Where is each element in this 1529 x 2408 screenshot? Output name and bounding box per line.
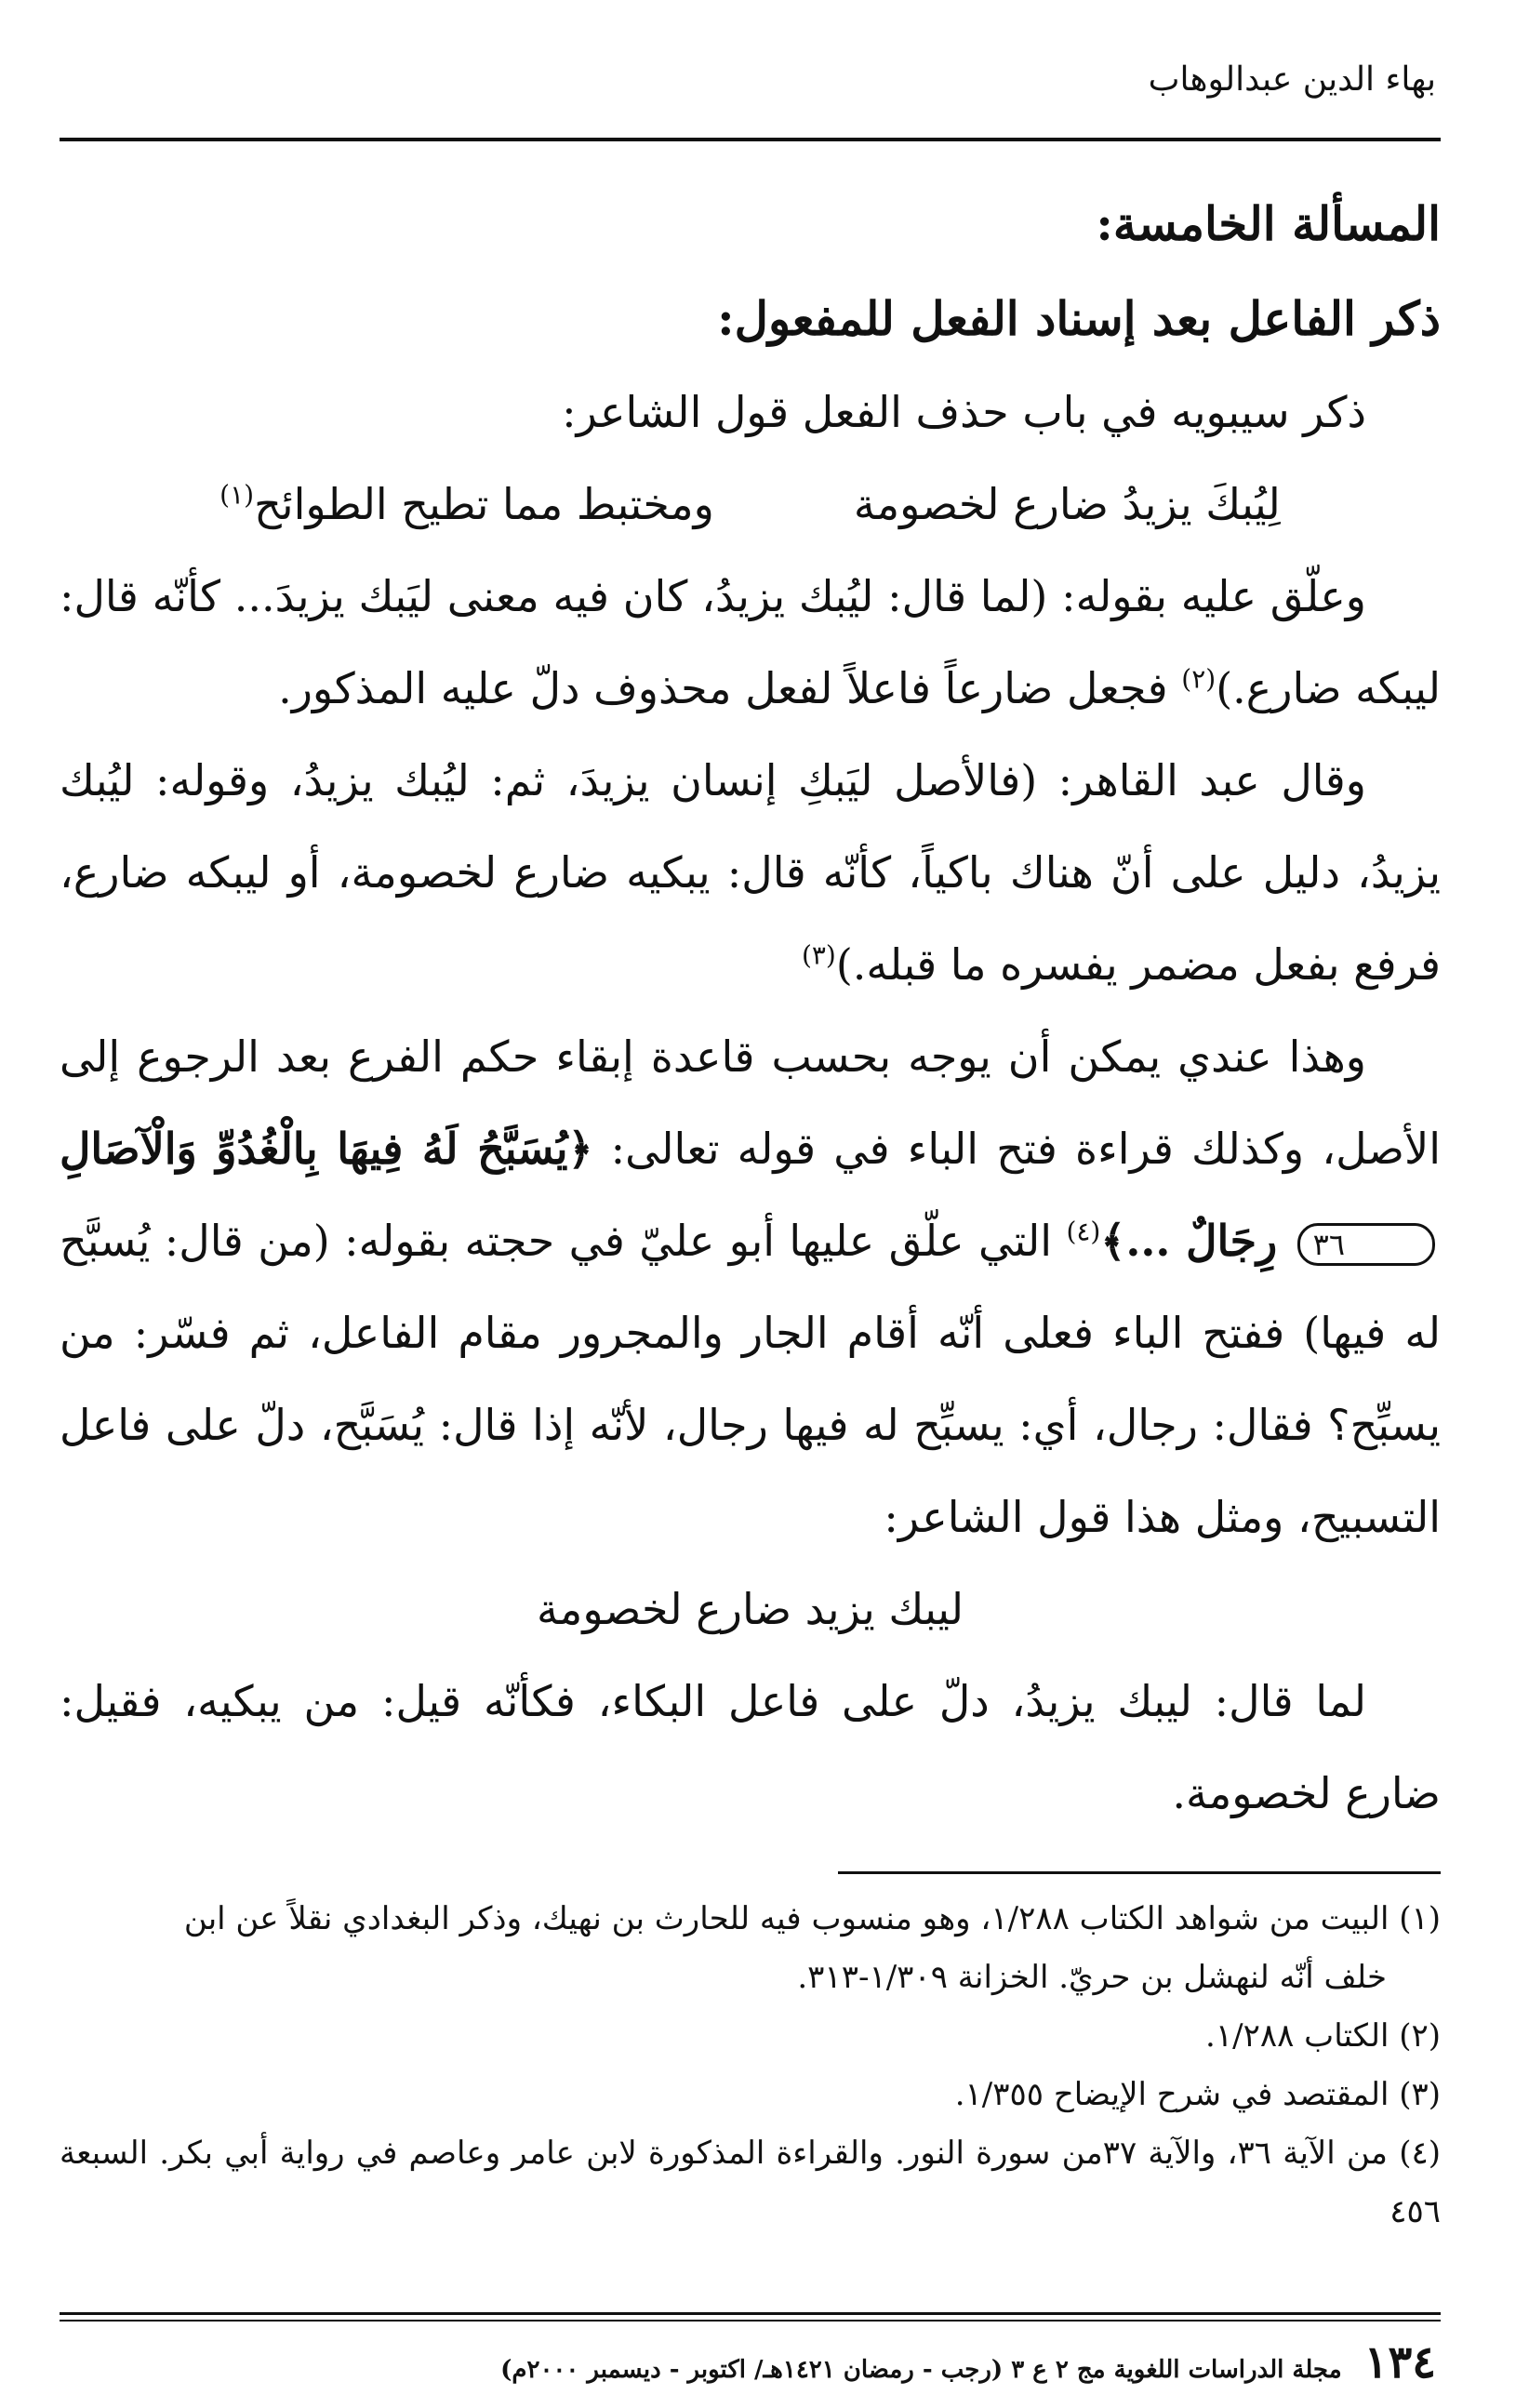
paragraph-2-text-a: وعلّق عليه بقوله: (لما قال: ليُبك يزيدُ، كان فيه معنى ليَبك يزيدَ... كأنّه قال: ليبكه ضارع.) [60, 571, 1441, 713]
section-subheading: ذكر الفاعل بعد إسناد الفعل للمفعول: [717, 291, 1441, 346]
footer-rule-thick [60, 2312, 1441, 2315]
page-number: ١٣٤ [1363, 2336, 1436, 2388]
footnote-ref-2: (٢) [1181, 663, 1217, 695]
paragraph-3 [60, 735, 1441, 1011]
paragraph-4-text-b: التي علّق عليها أبو عليّ في حجته بقوله: (من قال: يُسبَّح له فيها) ففتح الباء فعلى أنّه أقام الجار والمجرور مقام الفاعل، ثم فسّر: من يسبِّح؟ فقال: رجال، أي: يسبِّح له فيها رجال، لأنّه إذا قال: يُسَبَّح، دلّ على فاعل التسبيح، ومثل هذا قول الشاعر: [60, 1216, 1441, 1542]
paragraph-3-text: وقال عبد القاهر: (فالأصل ليَبكِ إنسان يزيدَ، ثم: ليُبك يزيدُ، وقوله: ليُبك يزيدُ، دليل على أنّ هناك باكياً، كأنّه قال: يبكيه ضارع لخصومة، أو ليبكه ضارع، فرفع بفعل مضمر يفسره ما قبله.) [60, 755, 1441, 990]
quran-quote-end: رِجَالٌ ...﴾ [1100, 1216, 1278, 1266]
verse-2: ليبك يزيد ضارع لخصومة [537, 1584, 964, 1634]
paragraph-2-text-b: فجعل ضارعاً فاعلاً لفعل محذوف دلّ عليه المذكور. [278, 663, 1182, 713]
ayah-number-mark: ٣٦ [1297, 1223, 1435, 1266]
footnote-3: (٣) المقتصد في شرح الإيضاح ١/٣٥٥. [954, 2076, 1441, 2113]
journal-citation: مجلة الدراسات اللغوية مج ٢ ع ٣ (رجب - رمضان ١٤٢١هـ/ اكتوبر - ديسمبر ٢٠٠٠م) [500, 2356, 1342, 2384]
footnote-4: (٤) من الآية ٣٦، والآية ٣٧من سورة النور. والقراءة المذكورة لابن عامر وعاصم في رواية أبي بكر. السبعة ٤٥٦ [60, 2135, 1441, 2230]
footnote-1-continued: خلف أنّه لنهشل بن حريّ. الخزانة ١/٣٠٩-٣١٣. [797, 1959, 1387, 1996]
verse-1-second-text: ومختبط مما تطيح الطوائح [254, 479, 714, 529]
footer-rule-thin [60, 2320, 1441, 2322]
paragraph-4-text-a: وهذا عندي يمكن أن يوجه بحسب قاعدة إبقاء حكم الفرع بعد الرجوع إلى الأصل، وكذلك قراءة فتح الباء في قوله تعالى: [60, 1031, 1441, 1174]
footnotes [60, 1890, 1441, 2242]
verse-1-first-hemistich: لِيُبكَ يزيدُ ضارع لخصومة [853, 479, 1281, 529]
paragraph-5: لما قال: ليبك يزيدُ، دلّ على فاعل البكاء، فكأنّه قيل: من يبكيه، فقيل: ضارع لخصومة. [60, 1676, 1441, 1818]
main-text [60, 177, 1441, 1840]
quran-quote: ﴿يُسَبَّحُ لَهُ فِيهَا بِالْغُدُوِّ وَالْآصَالِ [60, 1124, 593, 1174]
paragraph-4 [60, 1011, 1441, 1563]
footnote-1: (١) البيت من شواهد الكتاب ١/٢٨٨، وهو منسوب فيه للحارث بن نهيك، وذكر البغدادي نقلاً عن ابن [183, 1900, 1441, 1937]
footnote-ref-3: (٣) [801, 939, 836, 971]
running-header: بهاء الدين عبدالوهاب [1148, 60, 1436, 99]
footnote-separator [838, 1871, 1441, 1874]
page-footer [500, 2335, 1436, 2390]
paragraph-2 [60, 551, 1441, 735]
verse-1 [60, 459, 1441, 551]
section-heading: المسألة الخامسة: [1096, 196, 1441, 251]
footnote-ref-4: (٤) [1066, 1216, 1101, 1247]
verse-1-second-hemistich [219, 459, 714, 551]
footnote-ref-1: (١) [219, 479, 255, 511]
header-rule [60, 138, 1441, 141]
footnote-2: (٢) الكتاب ١/٢٨٨. [1205, 2017, 1441, 2055]
paragraph-1: ذكر سيبويه في باب حذف الفعل قول الشاعر: [562, 387, 1366, 437]
